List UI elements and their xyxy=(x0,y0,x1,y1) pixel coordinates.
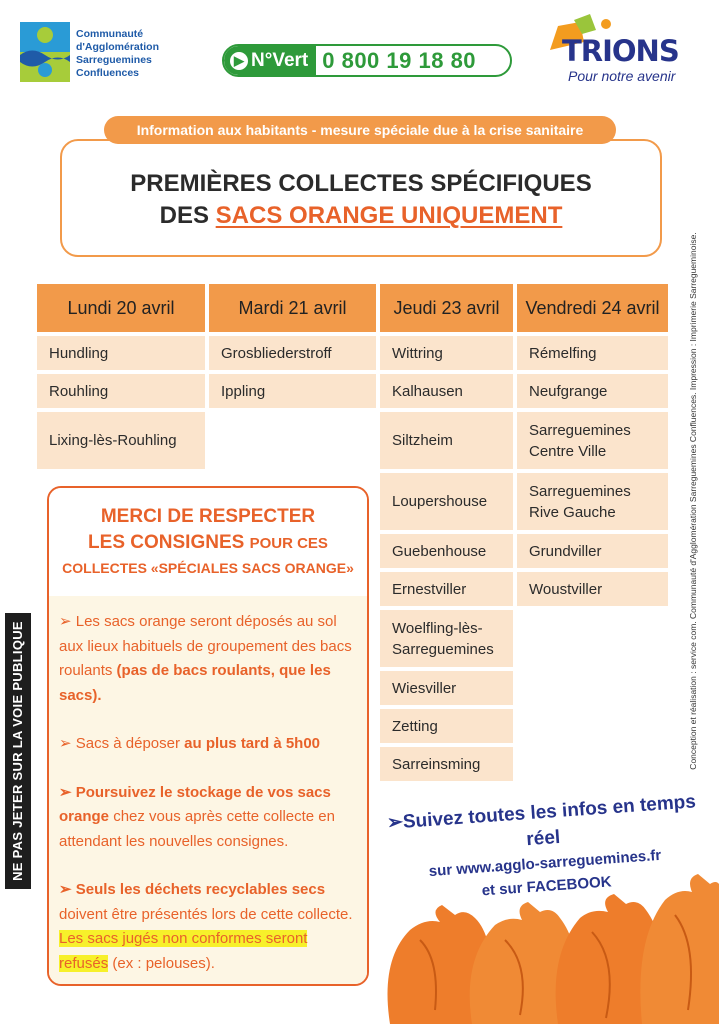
consignes-box xyxy=(47,486,369,986)
commune-cell: Rémelfing xyxy=(517,336,668,370)
title-line2: DES SACS ORANGE UNIQUEMENT xyxy=(159,202,563,229)
commune-cell: Rouhling xyxy=(37,374,205,408)
commune-cell: Woustviller xyxy=(517,572,668,606)
commune-cell: Kalhausen xyxy=(380,374,513,408)
casc-emblem-icon xyxy=(20,22,70,82)
consigne-item-4: ➢ Seuls les déchets recyclables secs doivent être présentés lors de cette collecte. Les sacs jugés non conformes seront refusés (ex : pelouses). xyxy=(59,881,353,972)
day-header-mardi: Mardi 21 avril xyxy=(209,284,376,332)
day-header-lundi: Lundi 20 avril xyxy=(37,284,205,332)
numero-vert-badge xyxy=(222,44,512,77)
orange-bags-illustration xyxy=(380,860,719,1024)
commune-cell: Guebenhouse xyxy=(380,534,513,568)
commune-cell: Siltzheim xyxy=(380,412,513,469)
credits: Conception et réalisation : service com. Communauté d'Agglomération Sarreguemines Confluences. Impression : Imprimerie Sarregueminoise. xyxy=(688,232,698,770)
orange-bag-icon xyxy=(640,874,719,1024)
commune-cell: Sarreguemines Rive Gauche xyxy=(517,473,668,530)
consigne-item-1: ➢ Les sacs orange seront déposés au sol aux lieux habituels de groupement des bacs roulants (pas de bacs roulants, que les sacs). xyxy=(59,613,352,704)
commune-cell: Loupershouse xyxy=(380,473,513,530)
commune-cell: Zetting xyxy=(380,709,513,743)
follow-website: sur www.agglo-sarreguemines.fr xyxy=(428,846,662,881)
commune-cell: Woelfling-lès-Sarreguemines xyxy=(380,610,513,667)
follow-line1: ➢Suivez toutes les infos en temps réel xyxy=(386,791,697,851)
day-header-vendredi: Vendredi 24 avril xyxy=(517,284,668,332)
commune-cell: Wittring xyxy=(380,336,513,370)
numero-vert-label: N°Vert xyxy=(251,49,309,71)
refusal-highlight: Les sacs jugés non conformes seront refusés xyxy=(59,930,308,972)
title-box xyxy=(60,139,662,257)
consignes-body xyxy=(49,596,367,986)
commune-cell: Grundviller xyxy=(517,534,668,568)
commune-cell: Ippling xyxy=(209,374,376,408)
commune-cell: Sarreguemines Centre Ville xyxy=(517,412,668,469)
consigne-item-2: ➢ Sacs à déposer au plus tard à 5h00 xyxy=(59,735,321,752)
follow-facebook: et sur FACEBOOK xyxy=(481,873,613,900)
numero-vert-number: 0 800 19 18 80 xyxy=(322,47,477,73)
day-header-jeudi: Jeudi 23 avril xyxy=(380,284,513,332)
consignes-heading3: COLLECTES «SPÉCIALES SACS ORANGE» xyxy=(62,560,354,576)
commune-cell: Grosbliederstroff xyxy=(209,336,376,370)
commune-cell: Wiesviller xyxy=(380,671,513,705)
commune-cell: Neufgrange xyxy=(517,374,668,408)
casc-logo xyxy=(20,22,180,84)
commune-cell: Sarreinsming xyxy=(380,747,513,781)
info-banner: Information aux habitants - mesure spéciale due à la crise sanitaire xyxy=(104,116,616,144)
org-name: Communauté d'Agglomération Sarreguemines Confluences xyxy=(76,28,159,79)
title-line1: PREMIÈRES COLLECTES SPÉCIFIQUES xyxy=(130,170,592,197)
consignes-heading1: MERCI DE RESPECTER xyxy=(100,506,316,527)
trions-tagline: Pour notre avenir xyxy=(568,68,676,84)
commune-cell: Ernestviller xyxy=(380,572,513,606)
play-arrow-icon: ▶ xyxy=(230,52,248,70)
consigne-item-3: ➢ Poursuivez le stockage de vos sacs orange chez vous après cette collecte en attendant les nouvelles consignes. xyxy=(59,783,335,850)
commune-cell: Lixing-lès-Rouhling xyxy=(37,412,205,469)
commune-cell: Hundling xyxy=(37,336,205,370)
trions-logo xyxy=(544,12,704,88)
consignes-heading2: LES CONSIGNES POUR CES xyxy=(88,532,328,553)
trions-wordmark: TRIONS xyxy=(562,34,679,68)
side-notice: NE PAS JETER SUR LA VOIE PUBLIQUE xyxy=(5,613,31,889)
title-highlight: SACS ORANGE UNIQUEMENT xyxy=(215,202,563,229)
